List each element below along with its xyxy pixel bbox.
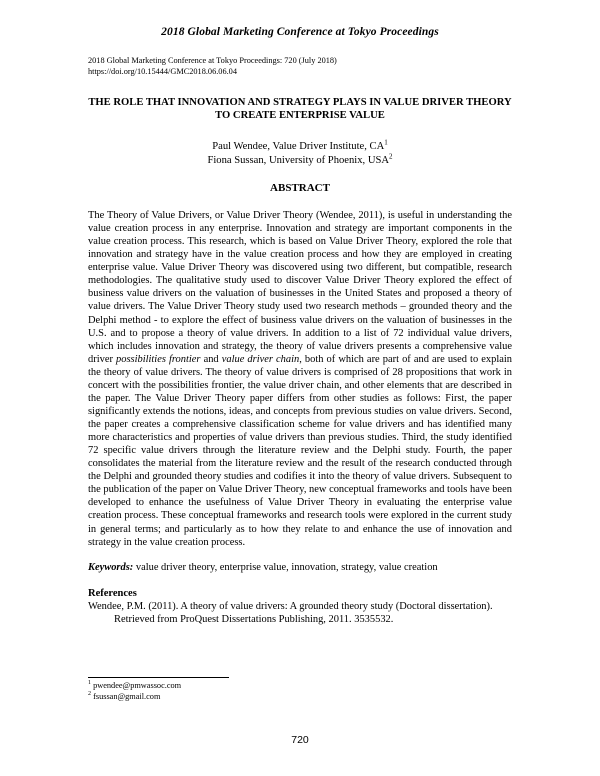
- footnotes: [88, 681, 181, 702]
- footnote-1: [88, 681, 181, 692]
- references-heading: References: [88, 587, 137, 599]
- page-number: 720: [291, 734, 309, 746]
- footnote-divider: [88, 677, 229, 678]
- paper-title: THE ROLE THAT INNOVATION AND STRATEGY PLAYS IN VALUE DRIVER THEORY TO CREATE ENTERPRISE VALUE: [88, 97, 512, 122]
- author-1-name: Paul Wendee, Value Driver Institute, CA: [212, 141, 385, 153]
- author-1: [88, 140, 512, 153]
- author-1-footnote-mark: 1: [384, 138, 388, 147]
- footnote-1-email[interactable]: pwendee@pmwassoc.com: [91, 681, 182, 690]
- footnote-2: [88, 692, 181, 703]
- keywords-label: Keywords:: [88, 561, 134, 573]
- doi-link[interactable]: https://doi.org/10.15444/GMC2018.06.06.04: [88, 67, 237, 76]
- abstract-text-2: and: [200, 353, 222, 365]
- abstract-heading: ABSTRACT: [270, 182, 330, 194]
- author-2-name: Fiona Sussan, University of Phoenix, USA: [207, 154, 390, 166]
- running-header: 2018 Global Marketing Conference at Tokyo Proceedings: [161, 26, 439, 38]
- abstract-text-3: , both of which are part of and are used to explain the theory of value drivers. The theory of value drivers is comprised of 28 propositions that work in concert with the possibilities frontier, the value driver chain, and other elements that are described in the paper. The Value Driver Theory paper differs from other studies as follows: First, the paper significantly extends the notions, ideas, and concepts from previous studies on value drivers. Second, the paper creates a comprehensive classification scheme for value drivers and has identified many more characteristics and properties of value drivers than previous studies. Third, the study identified 72 specific value drivers through the literature review and the Delphi study. Fourth, the paper consolidates the material from the literature review and the result of the research conducted through the Delphi and grounded theory studies and codifies it into the theory of value drivers. Subsequent to the publication of the paper on Value Driver Theory, new conceptual frameworks and tools have been developed to enhance the usefulness of Value Driver Theory in evaluating the enterprise value creation process. These conceptual frameworks and research tools were explored in the current study in general terms; and particularly as to how they relate to and enhance the use of innovation and strategy in the value creation process.: [88, 353, 512, 548]
- abstract-italic-1: possibilities frontier: [116, 353, 201, 365]
- footnote-2-email[interactable]: fsussan@gmail.com: [91, 691, 161, 701]
- citation-line: 2018 Global Marketing Conference at Tokyo Proceedings: 720 (July 2018): [88, 56, 337, 65]
- keywords: [88, 561, 512, 574]
- abstract-italic-2: value driver chain: [221, 353, 300, 365]
- abstract-body: [88, 209, 512, 549]
- author-2: [88, 154, 512, 167]
- abstract-text-1: The Theory of Value Drivers, or Value Driver Theory (Wendee, 2011), is useful in understanding the value creation process in any enterprise. Innovation and strategy are important components in the value creation process. This research, which is based on Value Driver Theory, explored the role that innovation and strategy have in the value creation process and how they are employed in creating enterprise value. Value Driver Theory was discovered using two different, but compatible, research methodologies. The qualitative study used to discover Value Driver Theory explored the effect of business value drivers on the valuation of businesses in the United States and proposed a theory of value drivers. The Value Driver Theory study used two research methods – grounded theory and the Delphi method - to explore the effect of business value drivers on the valuation of businesses in the U.S. and to propose a theory of value drivers. In addition to a list of 72 individual value drivers, which includes innovation and strategy, the theory of value drivers presents a comprehensive value driver: [88, 210, 512, 365]
- keywords-text: value driver theory, enterprise value, innovation, strategy, value creation: [133, 561, 438, 573]
- footnote-1-mark: 1: [88, 680, 91, 687]
- reference-item: Wendee, P.M. (2011). A theory of value drivers: A grounded theory study (Doctoral dissertation). Retrieved from ProQuest Dissertations Publishing, 2011. 3535532.: [88, 600, 493, 625]
- author-2-footnote-mark: 2: [389, 152, 393, 161]
- footnote-2-mark: 2: [88, 690, 91, 697]
